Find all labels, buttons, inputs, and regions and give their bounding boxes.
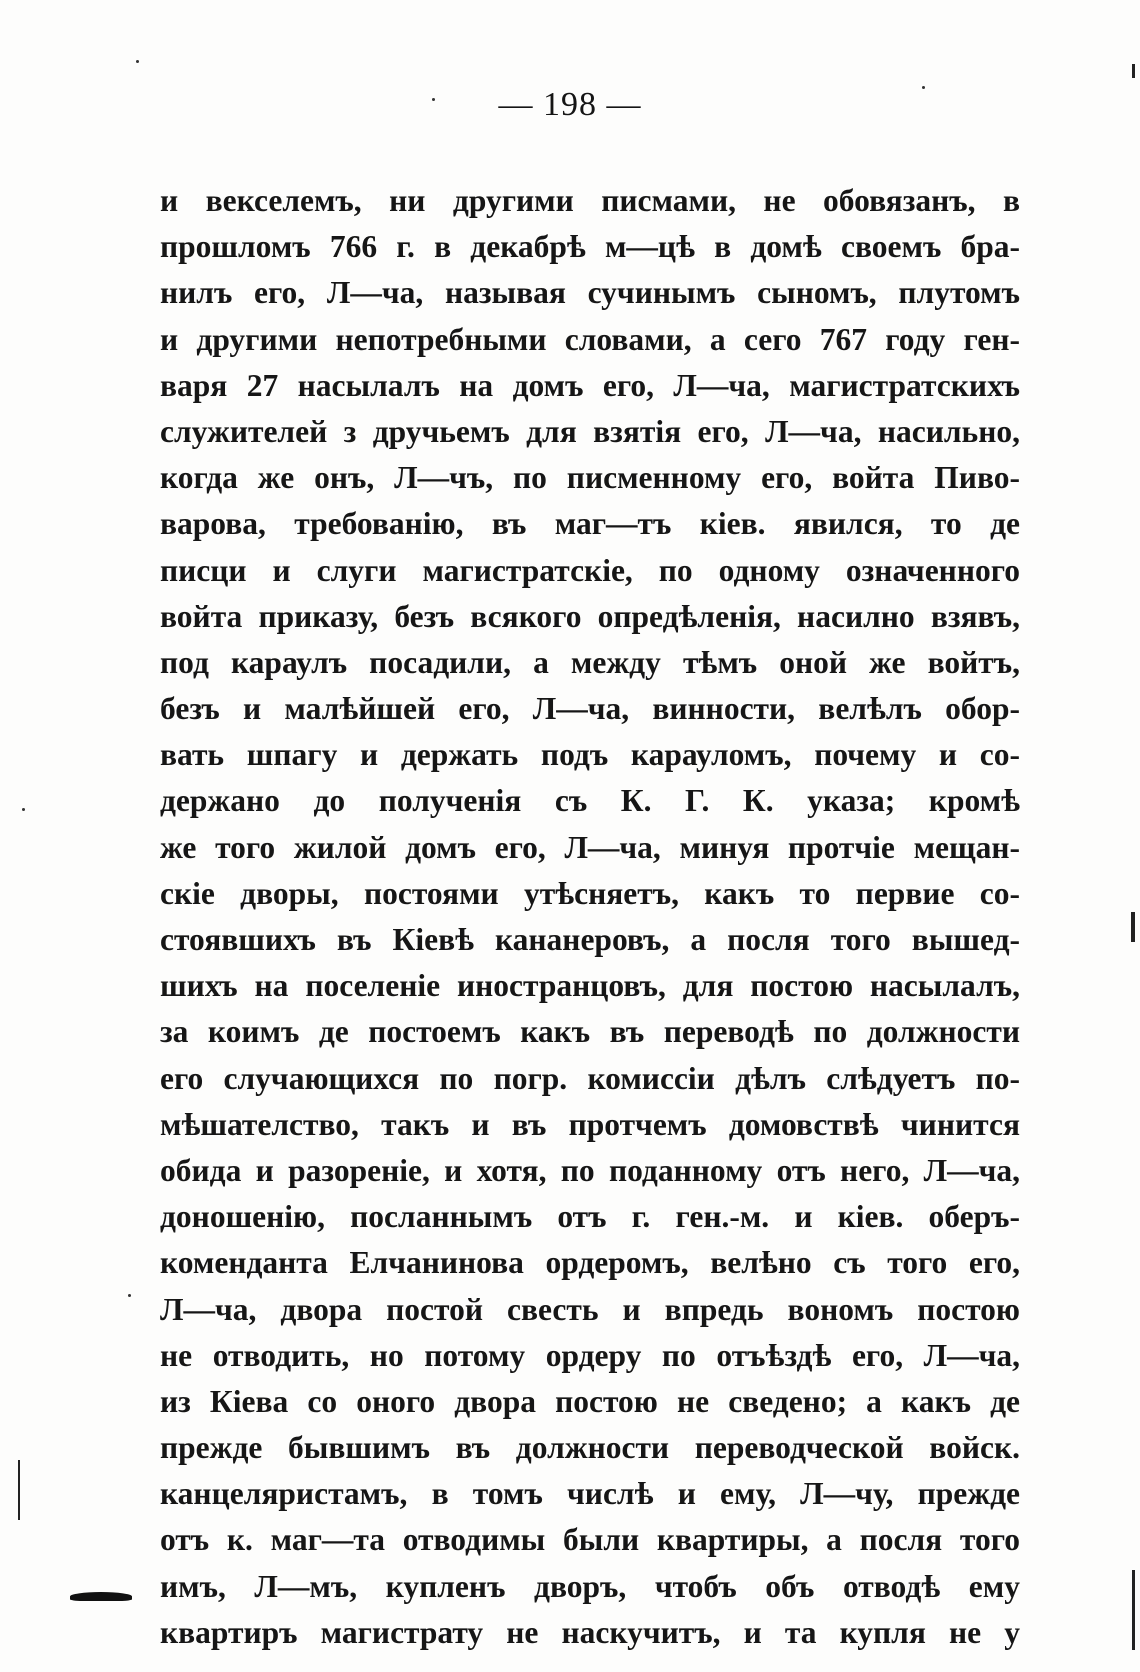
text-line: же того жилой домъ его, Л—ча, минуя протчіе мещан- xyxy=(160,829,1020,865)
scan-edge-mark xyxy=(1132,64,1135,78)
text-line: вать шпагу и держать подъ карауломъ, почему и со- xyxy=(160,737,1020,773)
text-line: служителей з дручьемъ для взятія его, Л—ча, насильно, xyxy=(160,413,1020,449)
scan-edge-mark xyxy=(1132,1570,1135,1650)
text-line: из Кіева со оного двора постою не сведено; а какъ де xyxy=(160,1383,1020,1419)
text-line: имъ, Л—мъ, купленъ дворъ, чтобъ объ отводѣ ему xyxy=(160,1568,1020,1604)
text-line: за коимъ де постоемъ какъ въ переводѣ по должности xyxy=(160,1014,1020,1050)
text-line: обида и разореніе, и хотя, по поданному отъ него, Л—ча, xyxy=(160,1152,1020,1188)
text-line: под караулъ посадили, а между тѣмъ оной же войтъ, xyxy=(160,644,1020,680)
body-text xyxy=(160,178,1020,1656)
text-line: когда же онъ, Л—чъ, по писменному его, войта Пиво- xyxy=(160,460,1020,496)
text-line: и векселемъ, ни другими писмами, не обовязанъ, в xyxy=(160,183,1020,218)
text-line: коменданта Елчанинова ордеромъ, велѣно съ того его, xyxy=(160,1245,1020,1281)
text-line: его случающихся по погр. комиссіи дѣлъ слѣдуетъ по- xyxy=(160,1060,1020,1096)
text-line: нилъ его, Л—ча, называя сучинымъ сыномъ, плутомъ xyxy=(160,275,1020,311)
text-line: мѣшателство, такъ и въ протчемъ домовствѣ чинится xyxy=(160,1106,1020,1142)
text-line: варова, требованію, въ маг—тъ кіев. явился, то де xyxy=(160,506,1020,542)
text-line: писци и слуги магистратскіе, по одному означенного xyxy=(160,552,1020,588)
text-line: держано до полученія съ К. Г. К. указа; кромѣ xyxy=(160,783,1020,819)
text-line: Л—ча, двора постой свесть и впредь вономъ постою xyxy=(160,1291,1020,1327)
scan-speck xyxy=(22,808,25,811)
text-line: отъ к. маг—та отводимы были квартиры, а посля того xyxy=(160,1522,1020,1558)
scan-speck xyxy=(922,86,925,89)
text-line: прошломъ 766 г. в декабрѣ м—цѣ в домѣ своемъ бра- xyxy=(160,229,1020,265)
text-line: квартиръ магистрату не наскучитъ, и та купля не у xyxy=(160,1614,1020,1650)
scan-edge-mark xyxy=(18,1460,20,1520)
text-line: войта приказу, безъ всякого опредѣленія, насилно взявъ, xyxy=(160,598,1020,634)
text-line: доношенію, посланнымъ отъ г. ген.-м. и кіев. оберъ- xyxy=(160,1199,1020,1235)
scan-speck xyxy=(128,1294,131,1297)
page-number: — 198 — xyxy=(498,86,642,123)
scan-speck xyxy=(432,98,435,101)
text-line: безъ и малѣйшей его, Л—ча, винности, велѣлъ обор- xyxy=(160,691,1020,727)
text-line: стоявшихъ въ Кіевѣ кананеровъ, а посля того вышед- xyxy=(160,922,1020,957)
text-line: варя 27 насылалъ на домъ его, Л—ча, магистратскихъ xyxy=(160,367,1020,403)
text-line: скіе дворы, постоями утѣсняетъ, какъ то первие со- xyxy=(160,875,1020,911)
scan-mark xyxy=(70,1592,132,1601)
scan-edge-mark xyxy=(1131,912,1135,942)
text-line: прежде бывшимъ въ должности переводческой войск. xyxy=(160,1430,1020,1466)
text-line: и другими непотребными словами, а сего 767 году ген- xyxy=(160,321,1020,357)
text-line: не отводить, но потому ордеру по отъѣздѣ его, Л—ча, xyxy=(160,1337,1020,1373)
text-line: канцеляристамъ, в томъ числѣ и ему, Л—чу, прежде xyxy=(160,1476,1020,1512)
scan-speck xyxy=(136,60,139,63)
text-line: шихъ на поселеніе иностранцовъ, для постою насылалъ, xyxy=(160,968,1020,1004)
